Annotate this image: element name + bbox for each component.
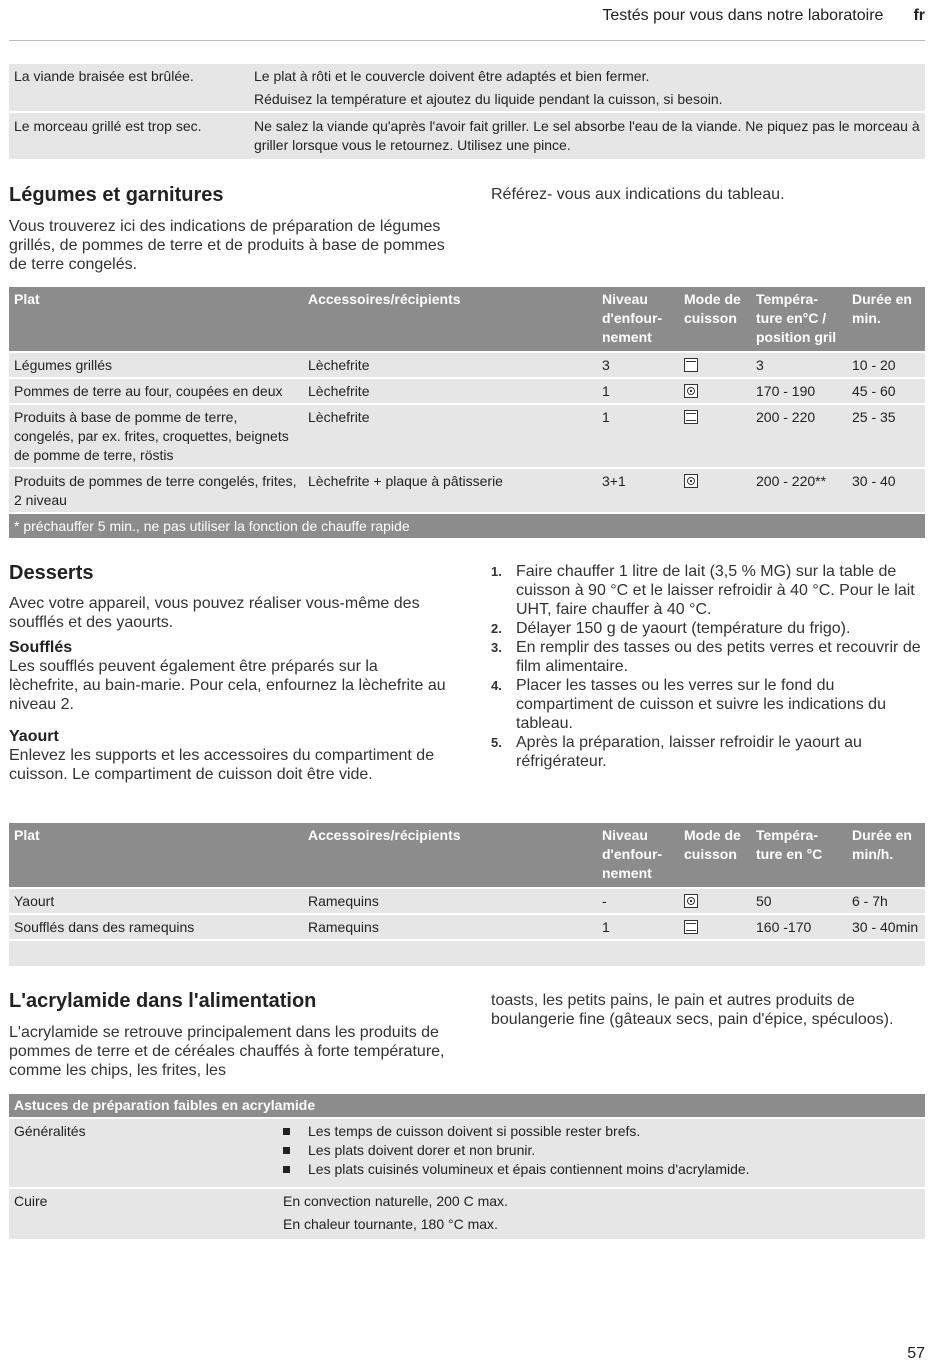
tips-label-cuire: Cuire xyxy=(9,1188,275,1239)
cell-duree: 10 - 20 xyxy=(847,352,925,378)
cell-accessoires: Lèchefrite xyxy=(303,352,597,378)
header-title: Testés pour vous dans notre laboratoire xyxy=(602,7,884,24)
table-row xyxy=(9,1118,925,1188)
cuire-line: En chaleur tournante, 180 °C max. xyxy=(283,1216,498,1232)
souffles-subtitle: Soufflés xyxy=(9,639,73,656)
col-header-duree: Durée en min/h. xyxy=(847,823,925,888)
souffles-text: Les soufflés peuvent également être préparés sur la lèchefrite, au bain-marie. Pour cela, enfournez la lèchefrite au niveau 2. xyxy=(9,658,446,713)
table-footnote: * préchauffer 5 min., ne pas utiliser la fonction de chauffe rapide xyxy=(9,513,925,538)
step-text: En remplir des tasses ou des petits verres et recouvrir de film alimentaire. xyxy=(516,639,921,675)
acrylamide-tips-table xyxy=(9,1094,925,1239)
cell-plat: Produits de pommes de terre congelés, frites, 2 niveau xyxy=(9,468,303,513)
cell-duree: 30 - 40 xyxy=(847,468,925,513)
section-title-acrylamide: L'acrylamide dans l'alimentation xyxy=(9,990,317,1012)
cell-niveau: 3 xyxy=(597,352,679,378)
cell-niveau: 1 xyxy=(597,378,679,404)
col-header-niveau: Niveau d'enfour-nement xyxy=(597,287,679,352)
remedy-line: Réduisez la température et ajoutez du liquide pendant la cuisson, si besoin. xyxy=(254,91,723,107)
table-row xyxy=(9,1188,925,1239)
cell-duree: 6 - 7h xyxy=(847,888,925,914)
table-row xyxy=(9,404,925,468)
problem-cell: La viande braisée est brûlée. xyxy=(14,68,194,84)
step-text: Après la préparation, laisser refroidir le yaourt au réfrigérateur. xyxy=(516,734,862,770)
bullet-square-icon xyxy=(283,1147,290,1154)
bullet-text: Les plats doivent dorer et non brunir. xyxy=(308,1142,536,1158)
cell-mode xyxy=(679,378,751,404)
bullet-text: Les temps de cuisson doivent si possible rester brefs. xyxy=(308,1123,641,1139)
tips-bullet-list xyxy=(283,1122,920,1179)
col-header-duree: Durée en min. xyxy=(847,287,925,352)
cell-duree: 30 - 40min xyxy=(847,914,925,940)
cell-niveau: 1 xyxy=(597,404,679,468)
col-header-temperature: Tempéra-ture en °C xyxy=(751,823,847,888)
col-header-accessoires: Accessoires/récipients xyxy=(303,823,597,888)
table-empty-row xyxy=(9,940,925,966)
step-text: Délayer 150 g de yaourt (température du frigo). xyxy=(516,620,851,637)
list-item xyxy=(491,562,923,619)
grill-top-icon xyxy=(684,358,698,372)
yaourt-text: Enlevez les supports et les accessoires du compartiment de cuisson. Le compartiment de cuisson doit être vide. xyxy=(9,747,435,783)
col-header-plat: Plat xyxy=(9,823,303,888)
empty-cell xyxy=(9,940,925,966)
cell-accessoires: Lèchefrite xyxy=(303,404,597,468)
cell-plat: Pommes de terre au four, coupées en deux xyxy=(9,378,303,404)
cell-temperature: 170 - 190 xyxy=(751,378,847,404)
cell-temperature: 200 - 220** xyxy=(751,468,847,513)
desserts-intro: Avec votre appareil, vous pouvez réaliser vous-même des soufflés et des yaourts. xyxy=(9,595,420,631)
bullet-square-icon xyxy=(283,1166,290,1173)
cell-plat: Soufflés dans des ramequins xyxy=(9,914,303,940)
table-row xyxy=(9,378,925,404)
acrylamide-text-right: toasts, les petits pains, le pain et autres produits de boulangerie fine (gâteaux secs, pain d'épice, spéculoos). xyxy=(491,992,894,1028)
table-note-row xyxy=(9,513,925,538)
cell-mode xyxy=(679,404,751,468)
table-row xyxy=(9,112,925,159)
page-header xyxy=(602,7,925,25)
list-item xyxy=(491,676,923,733)
table-row xyxy=(9,888,925,914)
cell-mode xyxy=(679,352,751,378)
legumes-reference: Référez- vous aux indications du tableau. xyxy=(491,186,785,203)
bullet-text: Les plats cuisinés volumineux et épais contiennent moins d'acrylamide. xyxy=(308,1161,750,1177)
cell-plat: Légumes grillés xyxy=(9,352,303,378)
cell-niveau: - xyxy=(597,888,679,914)
desserts-table xyxy=(9,823,925,966)
cell-accessoires: Ramequins xyxy=(303,888,597,914)
step-number: 1. xyxy=(491,564,502,579)
tips-label-generalites: Généralités xyxy=(9,1118,275,1188)
col-header-mode: Mode de cuisson xyxy=(679,823,751,888)
cuire-line: En convection naturelle, 200 C max. xyxy=(283,1193,508,1209)
list-item xyxy=(283,1141,920,1160)
table-header-row xyxy=(9,1094,925,1118)
col-header-niveau: Niveau d'enfour-nement xyxy=(597,823,679,888)
vegetables-table xyxy=(9,287,925,538)
cell-temperature: 3 xyxy=(751,352,847,378)
tips-cuire xyxy=(275,1188,925,1239)
tips-header: Astuces de préparation faibles en acrylamide xyxy=(9,1094,925,1118)
table-row xyxy=(9,468,925,513)
cell-accessoires: Ramequins xyxy=(303,914,597,940)
cell-temperature: 160 -170 xyxy=(751,914,847,940)
col-header-mode: Mode de cuisson xyxy=(679,287,751,352)
cell-niveau: 3+1 xyxy=(597,468,679,513)
step-number: 5. xyxy=(491,735,502,750)
cell-duree: 45 - 60 xyxy=(847,378,925,404)
top-bottom-heat-icon xyxy=(684,920,698,934)
remedy-cell: Ne salez la viande qu'après l'avoir fait griller. Le sel absorbe l'eau de la viande. Ne piquez pas le morceau à griller lorsque vous le retournez. Utilisez une pince. xyxy=(249,112,925,159)
bullet-square-icon xyxy=(283,1128,290,1135)
table-header-row xyxy=(9,823,925,888)
table-row xyxy=(9,352,925,378)
list-item xyxy=(491,733,923,771)
col-header-accessoires: Accessoires/récipients xyxy=(303,287,597,352)
table-row xyxy=(9,64,925,112)
troubleshooting-table xyxy=(9,64,925,159)
cell-niveau: 1 xyxy=(597,914,679,940)
step-number: 2. xyxy=(491,621,502,636)
yaourt-steps-list xyxy=(491,562,923,771)
cell-temperature: 50 xyxy=(751,888,847,914)
col-header-plat: Plat xyxy=(9,287,303,352)
step-text: Placer les tasses ou les verres sur le fond du compartiment de cuisson et suivre les indications du tableau. xyxy=(516,677,886,732)
list-item xyxy=(491,638,923,676)
top-bottom-heat-icon xyxy=(684,410,698,424)
remedy-cell xyxy=(249,64,925,112)
remedy-line: Le plat à rôti et le couvercle doivent être adaptés et bien fermer. xyxy=(254,68,650,84)
page-number: 57 xyxy=(907,1345,925,1362)
table-header-row xyxy=(9,287,925,352)
list-item xyxy=(283,1160,920,1179)
cell-mode xyxy=(679,914,751,940)
step-number: 4. xyxy=(491,678,502,693)
list-item xyxy=(283,1122,920,1141)
tips-generalites xyxy=(275,1118,925,1188)
section-title-desserts: Desserts xyxy=(9,562,94,584)
fan-heat-icon xyxy=(684,474,698,488)
cell-mode xyxy=(679,888,751,914)
fan-heat-icon xyxy=(684,894,698,908)
step-text: Faire chauffer 1 litre de lait (3,5 % MG) sur la table de cuisson à 90 °C et le laisser refroidir à 40 °C. Pour le lait UHT, faire chauffer à 40 °C. xyxy=(516,563,915,618)
language-tag: fr xyxy=(913,7,925,24)
header-rule xyxy=(9,40,925,41)
step-number: 3. xyxy=(491,640,502,655)
acrylamide-text-left: L'acrylamide se retrouve principalement dans les produits de pommes de terre et de céréales chauffés à forte température, comme les chips, les frites, les xyxy=(9,1024,445,1079)
section-title-legumes: Légumes et garnitures xyxy=(9,184,224,206)
cell-mode xyxy=(679,468,751,513)
cell-accessoires: Lèchefrite xyxy=(303,378,597,404)
table-row xyxy=(9,914,925,940)
problem-cell: Le morceau grillé est trop sec. xyxy=(9,112,249,159)
cell-plat: Produits à base de pomme de terre, congelés, par ex. frites, croquettes, beignets de pomme de terre, röstis xyxy=(9,404,303,468)
yaourt-subtitle: Yaourt xyxy=(9,728,59,745)
col-header-temperature: Tempéra-ture en°C / position gril xyxy=(751,287,847,352)
legumes-intro: Vous trouverez ici des indications de préparation de légumes grillés, de pommes de terre et de produits à base de pommes de terre congelés. xyxy=(9,218,445,273)
cell-temperature: 200 - 220 xyxy=(751,404,847,468)
cell-accessoires: Lèchefrite + plaque à pâtisserie xyxy=(303,468,597,513)
cell-duree: 25 - 35 xyxy=(847,404,925,468)
cell-plat: Yaourt xyxy=(9,888,303,914)
fan-heat-icon xyxy=(684,384,698,398)
list-item xyxy=(491,619,923,638)
